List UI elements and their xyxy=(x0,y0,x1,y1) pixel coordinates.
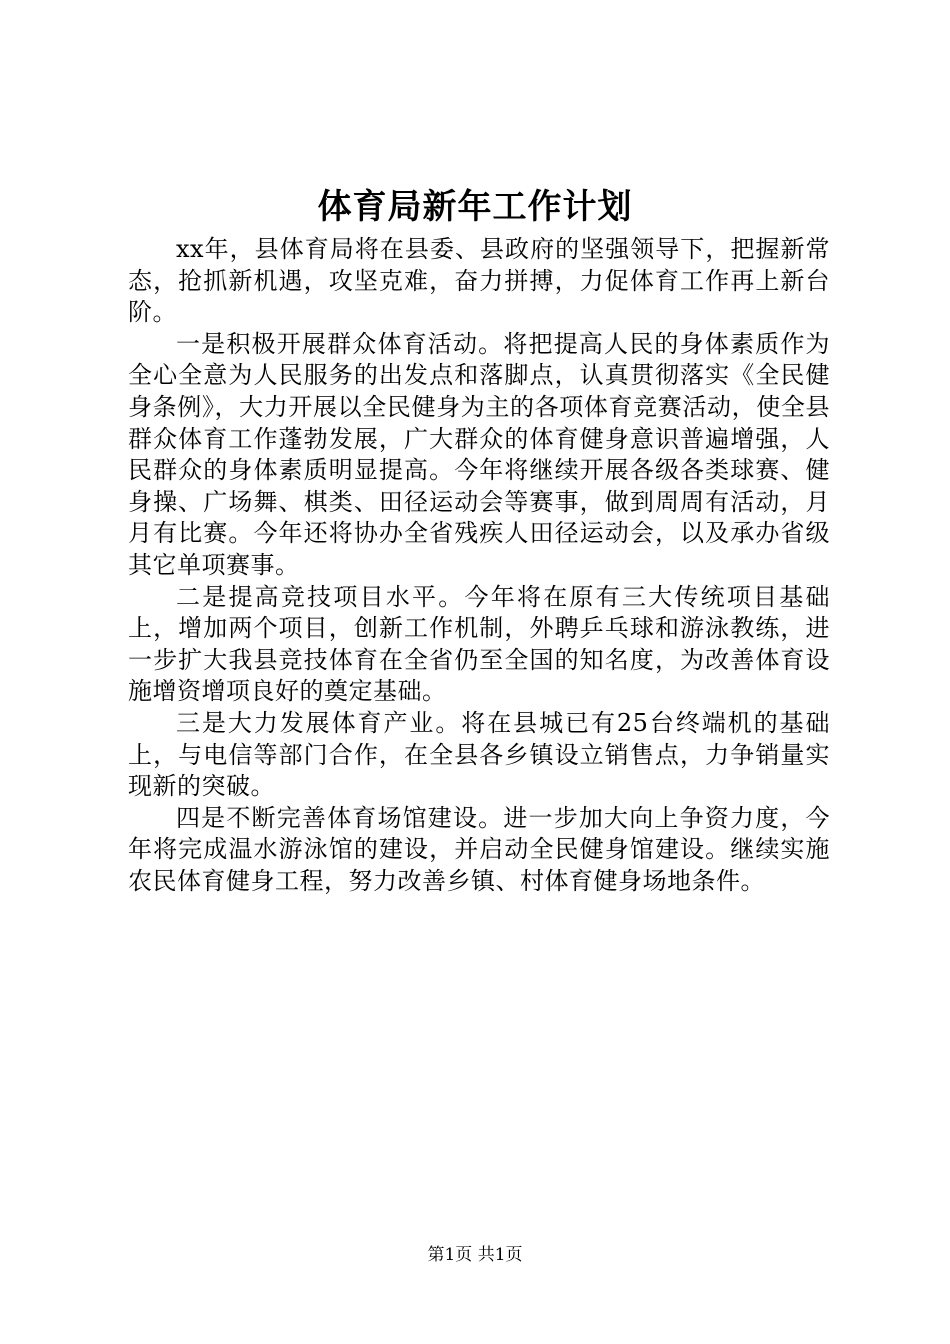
paragraph-competitive-sports: 二是提高竞技项目水平。今年将在原有三大传统项目基础上，增加两个项目，创新工作机制，外聘乒乓球和游泳教练，进一步扩大我县竞技体育在全省仍至全国的知名度，为改善体育设施增资增项良好的奠定基础。 xyxy=(128,582,830,706)
document-body xyxy=(128,234,830,897)
document-title: 体育局新年工作计划 xyxy=(317,187,633,227)
paragraph-intro: xx年，县体育局将在县委、县政府的坚强领导下，把握新常态，抢抓新机遇，攻坚克难，奋力拼搏，力促体育工作再上新台阶。 xyxy=(128,235,830,327)
paragraph-mass-sports: 一是积极开展群众体育活动。将把提高人民的身体素质作为全心全意为人民服务的出发点和落脚点，认真贯彻落实《全民健身条例》，大力开展以全民健身为主的各项体育竞赛活动，使全县群众体育工作蓬勃发展，广大群众的体育健身意识普遍增强，人民群众的身体素质明显提高。今年将继续开展各级各类球赛、健身操、广场舞、棋类、田径运动会等赛事，做到周周有活动，月月有比赛。今年还将协办全省残疾人田径运动会，以及承办省级其它单项赛事。 xyxy=(128,329,830,579)
paragraph-venue-construction: 四是不断完善体育场馆建设。进一步加大向上争资力度，今年将完成温水游泳馆的建设，并启动全民健身馆建设。继续实施农民体育健身工程，努力改善乡镇、村体育健身场地条件。 xyxy=(128,803,830,895)
page-footer: 第1页 共1页 xyxy=(427,1245,523,1265)
paragraph-sports-industry: 三是大力发展体育产业。将在县城已有25台终端机的基础上，与电信等部门合作，在全县各乡镇设立销售点，力争销量实现新的突破。 xyxy=(128,708,830,801)
